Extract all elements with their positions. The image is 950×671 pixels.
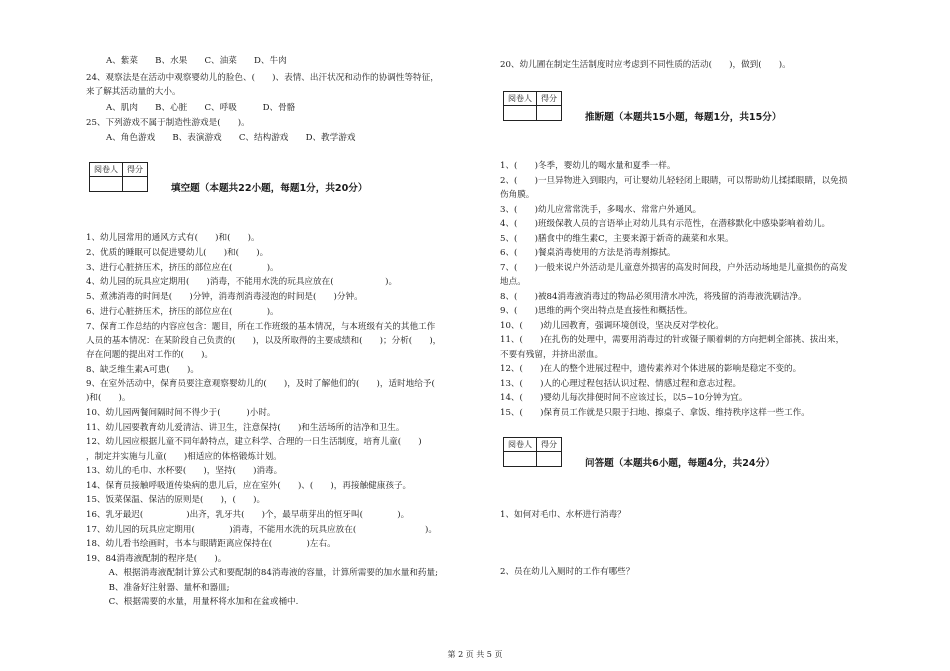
- qa-section-title: 问答题（本题共6小题，每题4分，共24分）: [585, 458, 775, 469]
- judge-line: 9、( )思维的两个突出特点是直接性和概括性。: [500, 306, 693, 316]
- fill-line: A、根据消毒液配制计算公式和要配制的84消毒液的容量，计算所需要的加水量和药量;: [100, 568, 439, 578]
- fill-line: 2、优质的睡眠可以促进婴幼儿( )和( )。: [86, 248, 269, 258]
- fill-line: 16、乳牙最迟( )出齐，乳牙共( )个，最早萌芽出的恒牙叫( )。: [86, 510, 410, 520]
- judge-line: 6、( )餐桌消毒使用的方法是消毒剂擦拭。: [500, 248, 676, 258]
- fill-line: )和( )。: [86, 393, 131, 403]
- grader-label: 阅卷人: [90, 163, 123, 177]
- judge-line: 14、( )婴幼儿每次排便时间不应该过长，以5~10分钟为宜。: [500, 393, 748, 403]
- fill-line: 3、进行心脏挤压术，挤压的部位应在( )。: [86, 263, 279, 273]
- judge-line: 不要有残留，并挤出淤血。: [500, 350, 604, 360]
- grader-label: 阅卷人: [504, 438, 537, 452]
- fill-line: 14、保育员接触呼吸道传染病的患儿后，应在室外( )、( )，再接触健康孩子。: [86, 481, 412, 491]
- score-label: 得分: [537, 438, 562, 452]
- fill-line: 17、幼儿园的玩具应定期用( )消毒，不能用水洗的玩具应放在( )。: [86, 525, 437, 535]
- fill-line: 19、84消毒液配制的程序是( )。: [86, 554, 227, 564]
- judge-line: 8、( )被84消毒液消毒过的物品必须用清水冲洗，将残留的消毒液洗刷洁净。: [500, 292, 807, 302]
- score-table-qa: [503, 437, 562, 467]
- fill-line: 5、煮沸消毒的时间是( )分钟，消毒剂消毒浸泡的时间是( )分钟。: [86, 292, 363, 302]
- fill-line: 4、幼儿园的玩具应定期用( )消毒，不能用水洗的玩具应放在( )。: [86, 277, 398, 287]
- q20-line: 20、幼儿圃在制定生活制度时应考虑到不同性质的活动( )，做到( )。: [500, 60, 791, 70]
- judge-section-title: 推断题（本题共15小题，每题1分，共15分）: [585, 112, 782, 123]
- judge-line: 3、( )幼儿应常常洗手，多喝水、常常户外通风。: [500, 205, 702, 215]
- judge-line: 5、( )膳食中的维生素C，主要来源于新奇的蔬菜和水果。: [500, 234, 734, 244]
- judge-line: 4、( )班级保教人员的言语举止对幼儿具有示范性，在潜移默化中感染影响着幼儿。: [500, 219, 831, 229]
- score-label: 得分: [537, 92, 562, 106]
- judge-line: 12、( )在人的整个进展过程中，遗传素养对个体进展的影响是稳定不变的。: [500, 364, 802, 374]
- fill-line: B、准备好注射器、量杯和器皿;: [100, 583, 230, 593]
- grader-cell: [90, 177, 123, 192]
- fill-line: C、根据需要的水量，用量杯将水加和在盆或桶中.: [100, 597, 299, 607]
- judge-line: 7、( )一般来说户外活动是儿童意外损害的高发时间段，户外活动场地是儿童损伤的高发: [500, 263, 848, 273]
- judge-line: 13、( )人的心理过程包括认识过程、情感过程和意志过程。: [500, 379, 742, 389]
- fill-line: 15、饭菜保温、保洁的原则是( )，( )。: [86, 495, 266, 505]
- judge-line: 1、( )冬季，婴幼儿的喝水量和夏季一样。: [500, 161, 676, 171]
- grader-cell: [504, 106, 537, 121]
- qa-question-2: 2、员在幼儿入厕时的工作有哪些？: [500, 567, 635, 577]
- fill-line: 11、幼儿园要教育幼儿爱清洁、讲卫生，注意保持( )和生活场所的洁净和卫生。: [86, 423, 405, 433]
- judge-line: 10、( )幼儿园教育，强调环境创设，坚决反对学校化。: [500, 321, 724, 331]
- judge-line: 伤角膜。: [500, 190, 535, 200]
- fill-line: 8、缺乏维生素A可患( )。: [86, 365, 199, 375]
- q23-options: A、紫菜 B、水果 C、油菜 D、牛肉: [106, 56, 287, 66]
- fill-line: ，制定并实施与儿童( )相适应的体格锻炼计划。: [86, 452, 282, 462]
- fill-line: 存在问题的提出对工作的( )。: [86, 350, 214, 360]
- q24-line2: 来了解其活动量的大小。: [86, 87, 181, 97]
- judge-line: 15、( )保育员工作就是只限于扫地、擦桌子、拿饭、维持秩序这样一些工作。: [500, 408, 810, 418]
- fill-line: 7、保育工作总结的内容应包含：题目，所在工作班级的基本情况，与本班级有关的其他工作: [86, 322, 436, 332]
- q25-options: A、角色游戏 B、表演游戏 C、结构游戏 D、教学游戏: [106, 133, 356, 143]
- grader-label: 阅卷人: [504, 92, 537, 106]
- score-cell: [123, 177, 148, 192]
- fill-line: 18、幼儿看书绘画时，书本与眼睛距离应保持在( )左右。: [86, 539, 336, 549]
- judge-line: 11、( )在扎伤的处理中，需要用消毒过的针或镊子顺着刺的方向把刺全部挑、拔出来，: [500, 335, 845, 345]
- score-cell: [537, 452, 562, 467]
- fill-section-title: 填空题（本题共22小题，每题1分，共20分）: [171, 183, 368, 194]
- fill-line: 1、幼儿园常用的通风方式有( )和( )。: [86, 233, 260, 243]
- grader-cell: [504, 452, 537, 467]
- score-table-fill: [89, 162, 148, 192]
- q24-options: A、肌肉 B、心脏 C、呼吸 D、骨骼: [106, 103, 296, 113]
- fill-line: 9、在室外活动中，保育员要注意观察婴幼儿的( )，及时了解他们的( )，适时地给予(: [86, 379, 452, 389]
- score-cell: [537, 106, 562, 121]
- fill-line: 12、幼儿园应根据儿童不同年龄特点，建立科学、合理的一日生活制度，培育儿童( ): [86, 437, 422, 447]
- judge-line: 地点。: [500, 277, 526, 287]
- qa-question-1: 1、如何对毛巾、水杯进行消毒？: [500, 510, 626, 520]
- fill-line: 13、幼儿的毛巾、水杯要( )，坚持( )消毒。: [86, 466, 283, 476]
- page-footer: 第 2 页 共 5 页: [447, 650, 503, 659]
- fill-line: 6、进行心脏挤压术，挤压的部位应在( )。: [86, 307, 279, 317]
- fill-line: 人员的基本情况：在某阶段自己负责的( )，以及所取得的主要成绩和( )；分析( )，: [86, 336, 442, 346]
- q25-line1: 25、下列游戏不属于制造性游戏是( )。: [86, 118, 250, 128]
- fill-line: 10、幼儿园两餐间隔时间不得少于( )小时。: [86, 408, 276, 418]
- judge-line: 2、( )一旦异物进入到眼内，可让婴幼儿轻轻闭上眼睛，可以帮助幼儿揉揉眼睛，以免损: [500, 176, 848, 186]
- q24-line1: 24、观察法是在活动中观察婴幼儿的脸色、( )、表情、出汗状况和动作的协调性等特征，: [86, 73, 439, 83]
- score-label: 得分: [123, 163, 148, 177]
- score-table-judge: [503, 91, 562, 121]
